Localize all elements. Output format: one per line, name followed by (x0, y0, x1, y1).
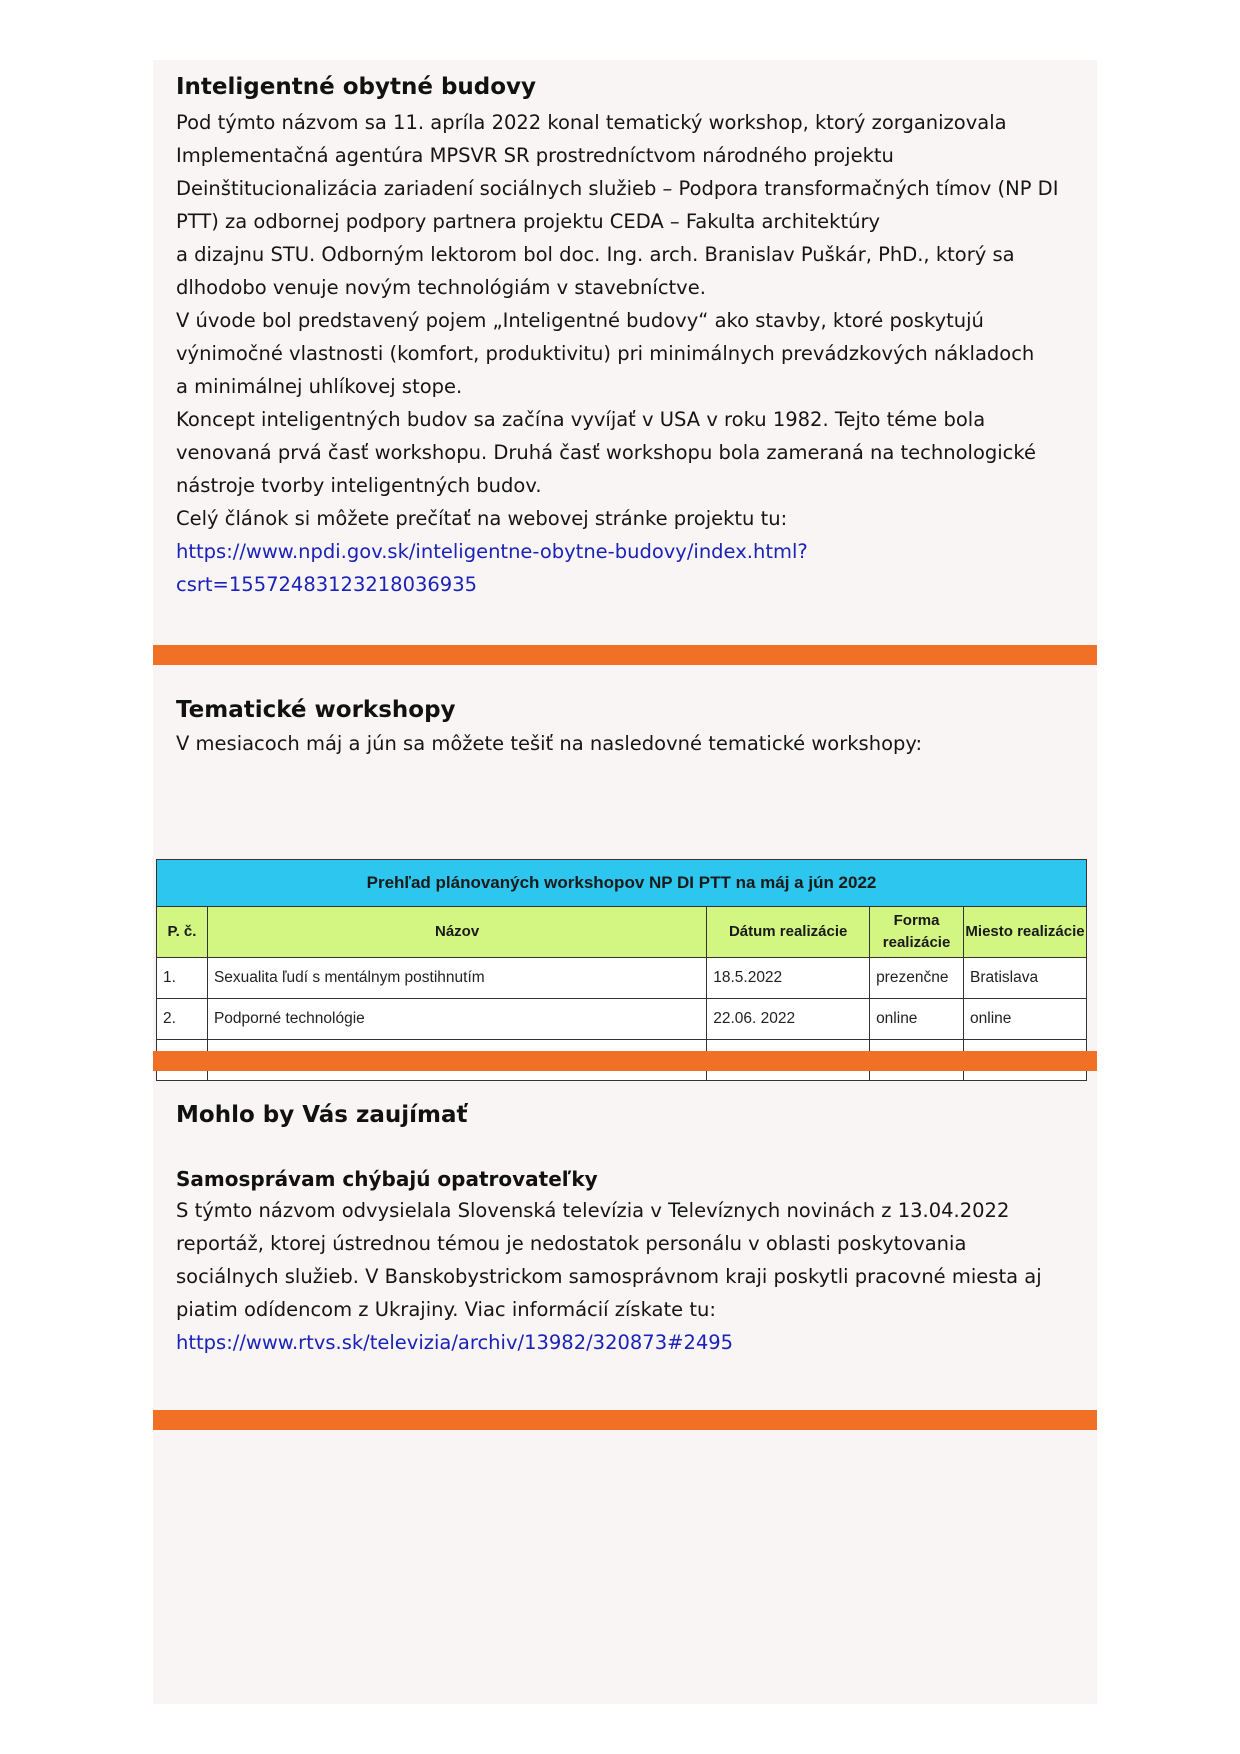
article-heading: Tematické workshopy (176, 697, 456, 723)
section-divider (153, 1051, 1097, 1071)
table-title-row (157, 860, 1087, 907)
article-may-interest-you (176, 1100, 1076, 1359)
table-title: Prehľad plánovaných workshopov NP DI PTT na máj a jún 2022 (157, 860, 1087, 907)
cell-form: prezenčne (870, 958, 964, 999)
column-header-form: Forma realizácie (870, 907, 964, 958)
article-link-line2: csrt=15572483123218036935 (176, 573, 478, 596)
article-link-line1: https://www.npdi.gov.sk/inteligentne-obytne-budovy/index.html? (176, 540, 808, 563)
cell-number: 2. (157, 999, 208, 1040)
cell-name: Podporné technológie (207, 999, 706, 1040)
news-link[interactable]: https://www.rtvs.sk/televizia/archiv/13982/320873#2495 (176, 1331, 734, 1354)
table-row (157, 958, 1087, 999)
cell-number: 1. (157, 958, 208, 999)
column-header-name: Názov (207, 907, 706, 958)
article-link[interactable] (176, 535, 1076, 601)
article-intro: V mesiacoch máj a jún sa môžete tešiť na nasledovné tematické workshopy: (176, 732, 923, 755)
table-header-row (157, 907, 1087, 958)
cell-place: Bratislava (964, 958, 1087, 999)
column-header-place: Miesto realizácie (964, 907, 1087, 958)
cell-place: online (964, 999, 1087, 1040)
cell-date: 22.06. 2022 (707, 999, 870, 1040)
cell-date: 18.5.2022 (707, 958, 870, 999)
cell-name: Sexualita ľudí s mentálnym postihnutím (207, 958, 706, 999)
article-heading: Mohlo by Vás zaujímať (176, 1102, 468, 1128)
article-thematic-workshops (176, 695, 1076, 760)
article-body: Pod týmto názvom sa 11. apríla 2022 konal tematický workshop, ktorý zorganizovala Implementačná agentúra MPSVR SR prostredníctvom národného projektu Deinštitucionalizácia zariadení sociálnych služieb – Podpora transformačných tímov (NP DI PTT) za odbornej podpory partnera projektu CEDA – Fakulta architektúry a dizajnu STU. Odborným lektorom bol doc. Ing. arch. Branislav Puškár, PhD., ktorý sa dlhodobo venuje novým technológiám v stavebníctve. V úvode bol predstavený pojem „Inteligentné budovy“ ako stavby, ktoré poskytujú výnimočné vlastnosti (komfort, produktivitu) pri minimálnych prevádzkových nákladoch a minimálnej uhlíkovej stope. Koncept inteligentných budov sa začína vyvíjať v USA v roku 1982. Tejto téme bola venovaná prvá časť workshopu. Druhá časť workshopu bola zameraná na technologické nástroje tvorby inteligentných budov. Celý článok si môžete prečítať na webovej stránke projektu tu: (176, 111, 1059, 530)
table-row (157, 999, 1087, 1040)
section-divider (153, 645, 1097, 665)
news-body: S týmto názvom odvysielala Slovenská televízia v Televíznych novinách z 13.04.2022 reportáž, ktorej ústrednou témou je nedostatok personálu v oblasti poskytovania sociálnych služieb. V Banskobystrickom samosprávnom kraji poskytli pracovné miesta aj piatim odídencom z Ukrajiny. Viac informácií získate tu: (176, 1199, 1042, 1321)
column-header-date: Dátum realizácie (707, 907, 870, 958)
column-header-number: P. č. (157, 907, 208, 958)
workshop-schedule-table (156, 859, 1087, 1081)
article-heading: Inteligentné obytné budovy (176, 74, 537, 100)
cell-form: online (870, 999, 964, 1040)
section-divider (153, 1410, 1097, 1430)
newsletter-page (153, 60, 1097, 1704)
news-subheading: Samosprávam chýbajú opatrovateľky (176, 1167, 598, 1191)
article-intelligent-buildings (176, 72, 1076, 601)
